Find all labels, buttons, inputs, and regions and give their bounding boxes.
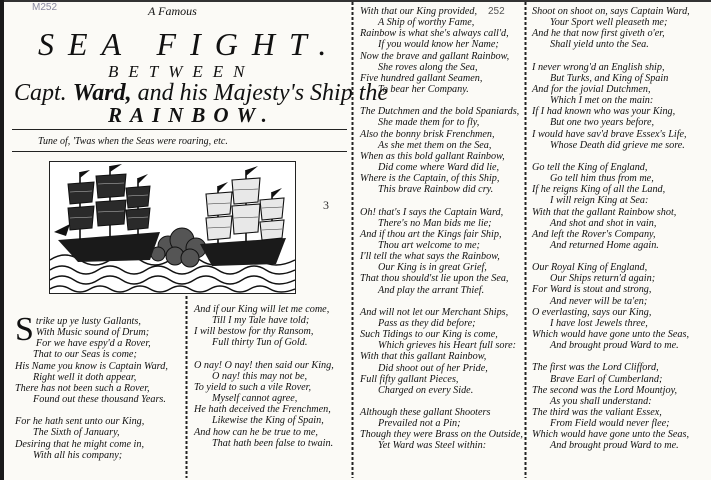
verse-line: Go tell him thus from me, xyxy=(550,173,654,185)
verse-line: That hath been false to twain. xyxy=(212,437,334,449)
verse-line: Desiring that he might come in, xyxy=(15,438,145,450)
woodcut-ships-illustration xyxy=(49,161,296,294)
verse-line: Right well it doth appear, xyxy=(33,371,137,383)
verse-line: I would have sav'd brave Essex's Life, xyxy=(532,128,687,140)
verse-line: For he hath sent unto our King, xyxy=(15,416,145,428)
verse-line: She roves along the Sea, xyxy=(378,61,478,73)
verse-line: If I had known who was your King, xyxy=(532,106,676,118)
stanza-break xyxy=(15,405,181,416)
margin-mark: 3 xyxy=(323,198,329,212)
verse-line: And never will be ta'en; xyxy=(550,295,648,307)
verse-line: Till I my Tale have told; xyxy=(212,315,310,327)
verse-line: If you would know her Name; xyxy=(378,39,499,51)
verse-line: The Sixth of January, xyxy=(33,427,120,439)
verse-line: And if thou art the Kings fair Ship, xyxy=(360,228,502,240)
verse-line: Charged on every Side. xyxy=(378,384,474,396)
tune-line: Tune of, 'Twas when the Seas were roaring, etc. xyxy=(38,136,228,147)
verse-line: Brave Earl of Cumberland; xyxy=(550,373,663,385)
verse-line: For Ward is stout and strong, xyxy=(532,284,652,296)
verse-line: Though they were Brass on the Outside, xyxy=(360,429,523,441)
verse-line: Such Tidings to our King is come, xyxy=(360,329,498,341)
scan-edge xyxy=(0,0,4,480)
verse-line: And he that now first giveth o'er, xyxy=(532,28,665,40)
verse-line: Myself cannot agree, xyxy=(212,393,298,405)
verse-line: I have lost Jewels three, xyxy=(550,317,648,329)
verse-column-3 xyxy=(360,6,523,452)
title-main: SEA FIGHT. xyxy=(38,26,341,62)
verse-line: The third was the valiant Essex, xyxy=(532,407,662,418)
verse-column-4 xyxy=(532,6,708,452)
verse-line: Five hundred gallant Seamen, xyxy=(360,72,483,84)
verse-line: Full thirty Tun of Gold. xyxy=(212,337,308,349)
verse-line: From Field would never flee; xyxy=(550,418,670,430)
stanza-break xyxy=(360,196,520,207)
verse-line: With all his company; xyxy=(33,449,123,461)
verse-line: And brought proud Ward to me. xyxy=(550,440,679,452)
verse-line: Also the bonny brisk Frenchmen, xyxy=(360,128,495,140)
verse-line: And for the jovial Dutchmen, xyxy=(532,83,651,95)
verse-line: This brave Rainbow did cry. xyxy=(378,184,494,196)
verse-line: For we have espy'd a Rover, xyxy=(35,338,151,350)
verse-column-1 xyxy=(15,311,181,461)
verse-line: I will reign King at Sea: xyxy=(550,195,649,207)
verse-line: There has not been such a Rover, xyxy=(15,382,150,394)
verse-line: trike up ye lusty Gallants, xyxy=(35,316,141,327)
verse-line: And left the Rover's Company, xyxy=(532,228,656,240)
verse-line: O nay! this may not be, xyxy=(212,370,308,382)
verse-line: Now the brave and gallant Rainbow, xyxy=(360,50,510,62)
verse-line: Oh! that's I says the Captain Ward, xyxy=(360,206,504,218)
verse-line: To yield to such a vile Rover, xyxy=(194,381,312,393)
stanza-break xyxy=(532,251,708,262)
verse-line: And shot and shot in vain, xyxy=(550,217,657,229)
verse-line: The Dutchmen and the bold Spaniards, xyxy=(360,106,520,118)
verse-line: Which grieves his Heart full sore: xyxy=(378,340,516,352)
stanza-break xyxy=(532,151,708,162)
stanza-break xyxy=(360,95,520,106)
verse-line: Where is the Captain, of this Ship, xyxy=(360,173,500,185)
verse-line: Which would have gone unto the Seas, xyxy=(532,329,690,341)
pencil-annotation: M252 xyxy=(32,2,58,13)
title-ship-name: RAINBOW. xyxy=(108,103,275,127)
verse-line: Shoot on shoot on, says Captain Ward, xyxy=(532,6,690,17)
verse-line: Whose Death did grieve me sore. xyxy=(550,139,685,151)
verse-line: And how can he be true to me, xyxy=(194,426,318,438)
page-number: 252 xyxy=(488,6,505,17)
verse-line: Shall yield unto the Sea. xyxy=(550,39,649,51)
verse-line: Pass as they did before; xyxy=(378,317,476,329)
verse-line: As she met them on the Sea, xyxy=(378,139,492,151)
column-separator-2 xyxy=(522,2,529,478)
column-separator-3 xyxy=(183,296,190,478)
verse-line: And brought proud Ward to me. xyxy=(550,340,679,352)
verse-line: Rainbow is what she's always call'd, xyxy=(360,28,509,40)
verse-line: When as this bold gallant Rainbow, xyxy=(360,150,505,162)
stanza-break xyxy=(194,349,346,360)
verse-line: O everlasting, says our King, xyxy=(532,306,652,318)
verse-line: And if our King will let me come, xyxy=(194,304,330,315)
verse-line: I never wrong'd an English ship, xyxy=(532,61,665,73)
drop-cap: S xyxy=(15,311,34,348)
verse-line: That thou should'st lie upon the Sea, xyxy=(360,273,509,285)
title-capt: Capt. xyxy=(14,80,67,106)
verse-line: His Name you know is Captain Ward, xyxy=(15,360,168,372)
verse-line: Prevailed not a Pin; xyxy=(378,418,461,430)
verse-line: With that our King provided, xyxy=(360,6,478,17)
verse-line: And play the arrant Thief. xyxy=(378,284,485,296)
verse-line: I will bestow for thy Ransom, xyxy=(194,326,314,338)
verse-line: O nay! O nay! then said our King, xyxy=(194,359,334,371)
verse-line: There's no Man bids me lie; xyxy=(378,217,492,229)
verse-line: Thou art welcome to me; xyxy=(378,239,480,251)
verse-line: To bear her Company. xyxy=(378,84,469,96)
verse-line: The first was the Lord Clifford, xyxy=(532,362,659,374)
verse-line: With that the gallant Rainbow shot, xyxy=(532,206,677,218)
stanza-break xyxy=(532,51,708,62)
rule-top xyxy=(12,129,347,130)
title-between: BETWEEN xyxy=(108,62,255,81)
verse-line: He hath deceived the Frenchmen, xyxy=(194,404,331,416)
stanza-break xyxy=(360,296,520,307)
stanza-break xyxy=(360,396,520,407)
verse-line: Found out these thousand Years. xyxy=(33,394,166,406)
verse-line: That to our Seas is come; xyxy=(33,349,137,361)
verse-line: Go tell the King of England, xyxy=(532,161,648,173)
title-prefix: A Famous xyxy=(148,4,197,18)
column-separator-1 xyxy=(349,2,356,478)
verse-line: With Music sound of Drum; xyxy=(35,327,150,339)
verse-line: Yet Ward was Steel within: xyxy=(378,440,487,452)
rule-bottom xyxy=(12,151,347,152)
title-majesty: and his Majesty's Ship the xyxy=(137,80,389,106)
verse-line: If he reigns King of all the Land, xyxy=(532,184,666,196)
verse-line: A Ship of worthy Fame, xyxy=(378,17,475,29)
verse-line: And returned Home again. xyxy=(550,239,659,251)
verse-line: Did come where Ward did lie, xyxy=(378,162,500,174)
verse-line: But one two years before, xyxy=(550,117,655,129)
verse-line: She made them for to fly, xyxy=(378,117,480,129)
verse-column-2 xyxy=(194,304,346,449)
verse-line: Our Royal King of England, xyxy=(532,262,648,274)
verse-line: Although these gallant Shooters xyxy=(360,407,491,418)
scan-edge-top xyxy=(4,0,711,2)
verse-line: As you shall understand: xyxy=(550,395,652,407)
verse-line: Which would have gone unto the Seas, xyxy=(532,429,690,441)
verse-line: Your Sport well pleaseth me; xyxy=(550,17,668,29)
stanza-break xyxy=(532,351,708,362)
verse-line: Full fifty gallant Pieces, xyxy=(360,373,459,385)
verse-line: I'll tell the what says the Rainbow, xyxy=(360,251,500,263)
verse-line: With that this gallant Rainbow, xyxy=(360,351,487,363)
verse-line: Did shoot out of her Pride, xyxy=(378,362,488,374)
verse-line: But Turks, and King of Spain xyxy=(550,72,669,84)
verse-line: And will not let our Merchant Ships, xyxy=(360,306,509,318)
title-ward: Ward, xyxy=(72,80,132,106)
verse-line: Our King is in great Grief, xyxy=(378,262,487,274)
verse-line: Our Ships return'd again; xyxy=(550,273,656,285)
verse-line: The second was the Lord Mountjoy, xyxy=(532,384,678,396)
verse-line: Which I met on the main: xyxy=(550,95,654,107)
verse-line: Likewise the King of Spain, xyxy=(212,415,324,427)
